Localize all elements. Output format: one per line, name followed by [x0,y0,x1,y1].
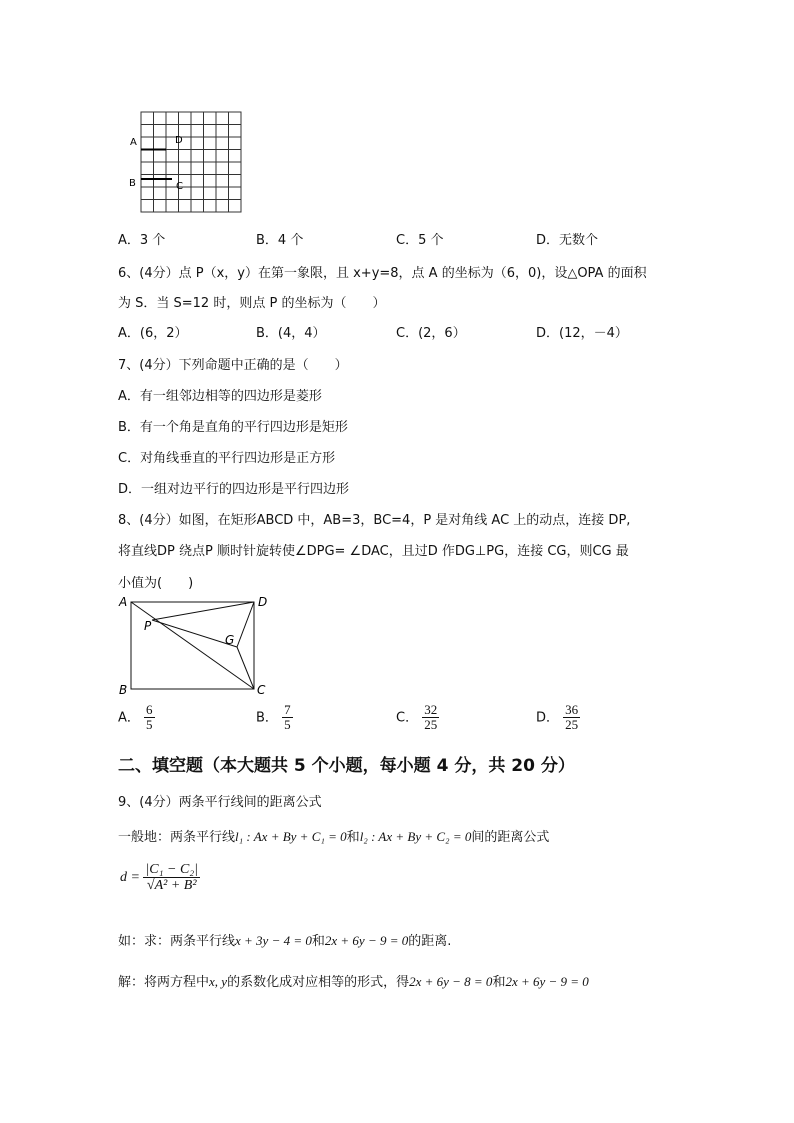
q9-solution-vars: x, y [209,974,228,989]
q7-option-a: A．有一组邻边相等的四边形是菱形 [118,389,322,404]
rect-label-d: D [258,595,268,609]
q9-conjunction: 和 [346,830,360,845]
q8-stem-line3: 小值为( ) [118,576,194,591]
q5-option-b: B．4 个 [256,233,304,248]
q9-general-line [118,826,549,845]
q9-example-line [118,930,451,949]
formula-numerator: |C₁ − C₂| [145,862,199,877]
q9-solution-eq1: 2x + 6y − 8 = 0 [409,974,493,989]
grid-label-c: C [176,181,183,192]
grid-label-a: A [130,137,137,148]
formula-lhs: d = [120,869,140,885]
q9-example-eq1: x + 3y − 4 = 0 [235,933,312,948]
rect-label-p: P [144,619,152,633]
q5-option-c: C．5 个 [396,233,444,248]
q9-example-conj: 和 [311,934,325,949]
segment-dg [237,602,254,647]
q9-general-prefix: 一般地：两条平行线 [118,830,236,845]
q8-stem-line1: 8、(4分）如图，在矩形ABCD 中，AB=3，BC=4，P 是对角线 AC 上的动点，连接 DP, [118,513,631,528]
fraction-denominator: 25 [565,717,579,733]
fraction-denominator: 25 [424,717,438,733]
q9-l2-equation: l₂ : Ax + By + C₂ = 0 [359,829,472,844]
q9-solution-line [118,971,589,990]
q9-solution-conj: 和 [492,975,506,990]
q8-option-d-letter: D． [536,710,560,726]
rect-label-c: C [257,683,266,697]
formula-fraction [143,862,200,894]
q8-option-d [536,703,580,733]
q6-option-a: A．(6，2） [118,326,188,341]
q6-stem-line2: 为 S．当 S=12 时，则点 P 的坐标为（ ） [118,296,386,311]
diagonal-ac [131,602,254,689]
q8-option-a-letter: A． [118,710,140,726]
q9-solution-mid: 的系数化成对应相等的形式，得 [227,975,410,990]
section-title: 二、填空题（本大题共 5 个小题，每小题 4 分，共 20 分） [118,756,575,776]
q8-option-c [396,703,439,733]
rect-label-g: G [225,633,235,647]
rectangle-figure [115,592,275,698]
q5-option-a: A．3 个 [118,233,166,248]
grid-figure [128,108,248,218]
q7-stem: 7、(4分）下列命题中正确的是（ ） [118,358,348,373]
fraction-numerator: 32 [424,702,438,717]
q9-example-eq2: 2x + 6y − 9 = 0 [324,933,409,948]
q9-example-prefix: 如：求：两条平行线 [118,934,236,949]
q8-option-b [256,703,293,733]
fraction-numerator: 7 [284,702,291,717]
segment-pd [152,602,254,620]
fraction-numerator: 6 [146,702,153,717]
fraction-denominator: 5 [284,717,291,733]
q8-option-c-letter: C． [396,710,419,726]
q9-solution-prefix: 解：将两方程中 [118,975,210,990]
q9-example-suffix: 的距离. [408,934,452,949]
distance-formula [120,862,200,894]
rect-label-b: B [119,683,128,697]
q9-solution-eq2: 2x + 6y − 9 = 0 [505,974,589,989]
q8-option-b-fraction [282,703,293,733]
grid-label-d: D [175,135,183,146]
q6-stem-line1: 6、(4分）点 P（x，y）在第一象限，且 x+y=8，点 A 的坐标为（6，0)，设△OPA 的面积 [118,266,647,281]
q7-option-d: D．一组对边平行的四边形是平行四边形 [118,482,350,497]
fraction-numerator: 36 [565,702,579,717]
rect-label-a: A [119,595,128,609]
q8-stem-line2: 将直线DP 绕点P 顺时针旋转使∠DPG= ∠DAC，且过D 作DG⊥PG，连接 CG，则CG 最 [118,544,629,559]
q8-option-a-fraction [144,703,155,733]
q6-option-b: B．(4，4） [256,326,326,341]
q7-option-c: C．对角线垂直的平行四边形是正方形 [118,451,336,466]
q8-option-a [118,703,155,733]
fraction-denominator: 5 [146,717,153,733]
formula-denominator: √A² + B² [146,878,197,894]
q6-option-c: C．(2，6） [396,326,466,341]
q9-stem: 9、(4分）两条平行线间的距离公式 [118,795,322,810]
q6-option-d: D．(12，－4） [536,326,628,341]
q7-option-b: B．有一个角是直角的平行四边形是矩形 [118,420,348,435]
q9-l1-equation: l₁ : Ax + By + C₁ = 0 [235,829,347,844]
q5-option-d: D．无数个 [536,233,599,248]
q9-general-suffix: 间的距离公式 [471,830,550,845]
grid-label-b: B [129,178,136,189]
q8-option-d-fraction [563,703,580,733]
q8-option-c-fraction [422,703,439,733]
q8-option-b-letter: B． [256,710,278,726]
